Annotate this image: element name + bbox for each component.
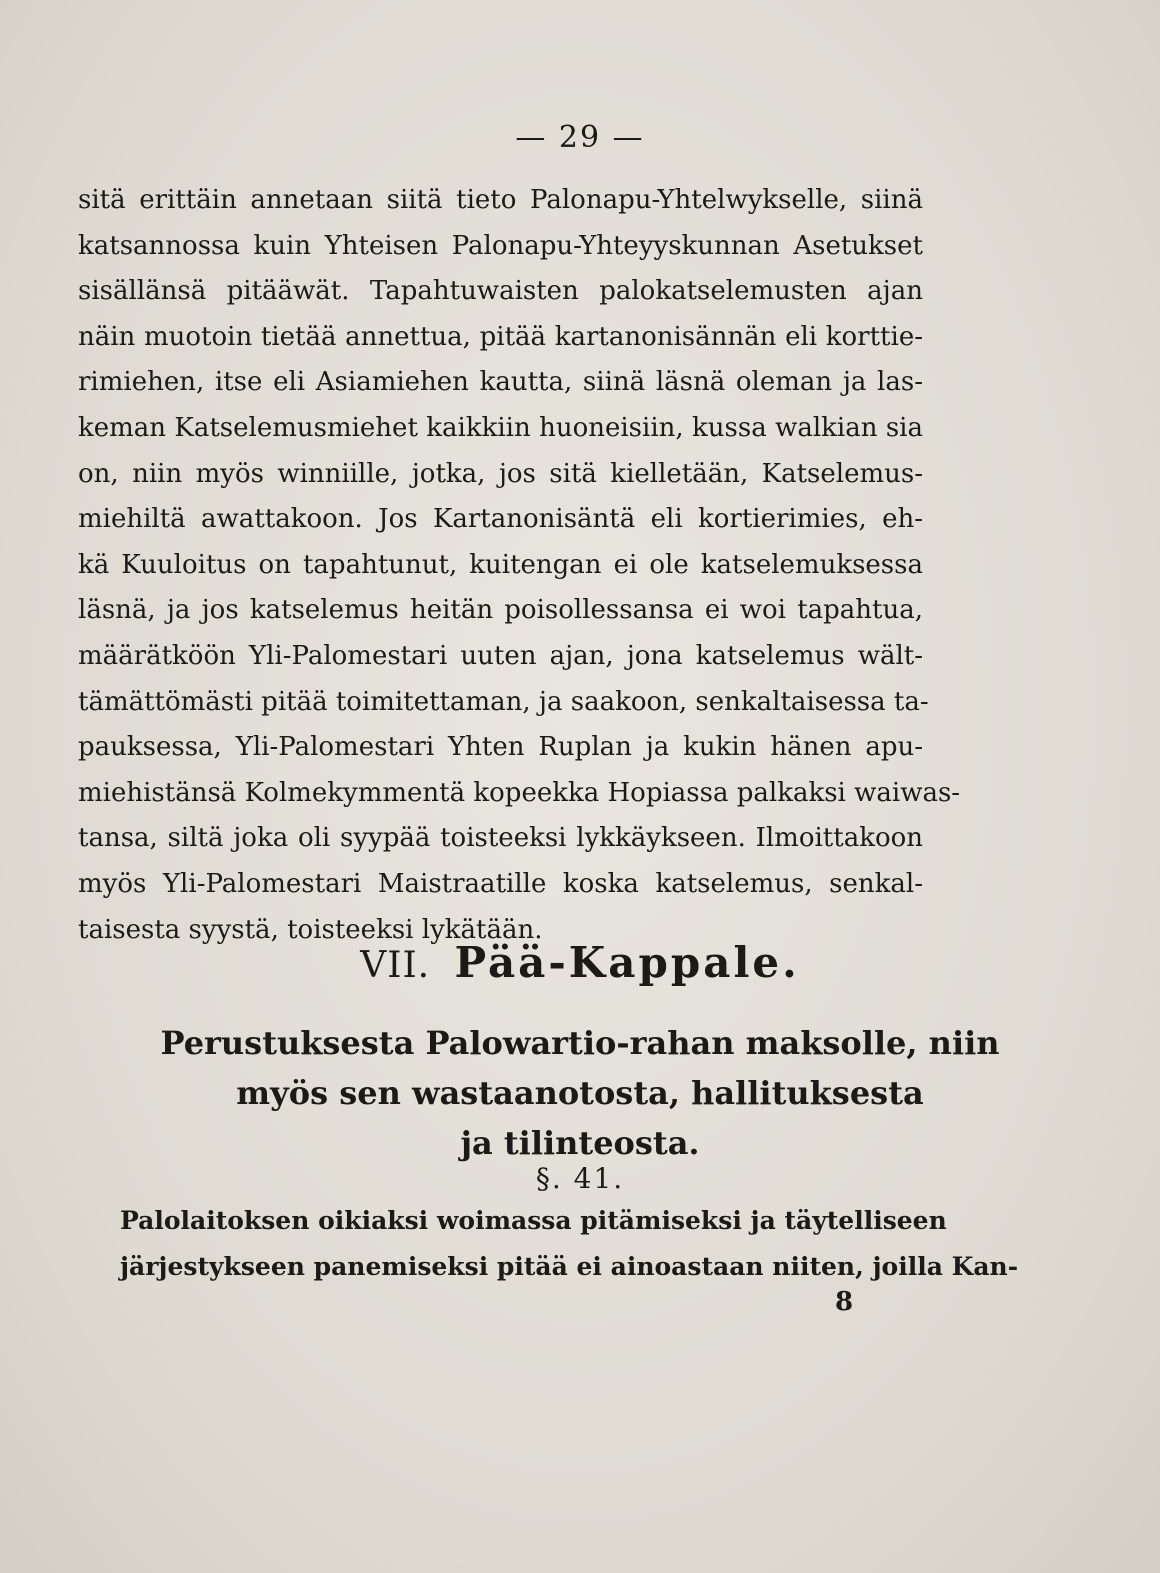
paragraph-line: keman Katselemusmiehet kaikkiin huoneisiin, kussa walkian sia <box>78 412 923 443</box>
main-paragraph <box>78 178 961 953</box>
paragraph-line: tansa, siltä joka oli syypää toisteeksi lykkäykseen. Ilmoittakoon <box>78 823 923 854</box>
paragraph-line: näin muotoin tietää annettua, pitää kartanonisännän eli korttie- <box>78 321 923 352</box>
section-line: järjestykseen panemiseksi pitää ei ainoastaan niiten, joilla Kan- <box>120 1251 1019 1281</box>
paragraph-line: on, niin myös winniille, jotka, jos sitä kielletään, Katselemus- <box>78 458 923 489</box>
paragraph-line: pauksessa, Yli-Palomestari Yhten Ruplan ja kukin hänen apu- <box>78 732 923 763</box>
chapter-number: VII. <box>360 945 431 986</box>
paragraph-line: myös Yli-Palomestari Maistraatille koska katselemus, senkal- <box>78 868 923 899</box>
page-number-header: — 29 — <box>515 120 645 155</box>
paragraph-line: miehistänsä Kolmekymmentä kopeekka Hopiassa palkaksi waiwas- <box>78 777 961 808</box>
paragraph-line: rimiehen, itse eli Asiamiehen kautta, siinä läsnä oleman ja las- <box>78 367 923 398</box>
paragraph-line: katsannossa kuin Yhteisen Palonapu-Yhteyyskunnan Asetukset <box>78 230 923 261</box>
paragraph-line: sisällänsä pitääwät. Tapahtuwaisten palokatselemusten ajan <box>78 276 923 307</box>
paragraph-line: miehiltä awattakoon. Jos Kartanonisäntä eli kortierimies, eh- <box>78 504 923 535</box>
paragraph-line: määrätköön Yli-Palomestari uuten ajan, jona katselemus wält- <box>78 640 923 671</box>
chapter-heading <box>0 938 1160 987</box>
paragraph-line: kä Kuuloitus on tapahtunut, kuitengan ei ole katselemuksessa <box>78 549 923 580</box>
paragraph-line: läsnä, ja jos katselemus heitän poisollessansa ei woi tapahtua, <box>78 595 923 626</box>
chapter-subtitle <box>60 1018 1100 1168</box>
subtitle-line: myös sen wastaanotosta, hallituksesta <box>236 1074 924 1112</box>
paragraph-line: tämättömästi pitää toimitettaman, ja saakoon, senkaltaisessa ta- <box>78 686 929 717</box>
section-paragraph <box>120 1198 1019 1289</box>
paragraph-line: sitä erittäin annetaan siitä tieto Palonapu-Yhtelwykselle, siinä <box>78 185 923 215</box>
section-number: §. 41. <box>535 1162 625 1195</box>
paragraph-line: taisesta syystä, toisteeksi lykätään. <box>78 914 543 945</box>
section-line: Palolaitoksen oikiaksi woimassa pitämiseksi ja täytelliseen <box>120 1206 947 1235</box>
chapter-title: Pää-Kappale. <box>454 938 800 987</box>
subtitle-line: ja tilinteosta. <box>460 1124 700 1162</box>
subtitle-line: Perustuksesta Palowartio-rahan maksolle, niin <box>160 1024 1000 1062</box>
signature-mark: 8 <box>835 1287 854 1317</box>
